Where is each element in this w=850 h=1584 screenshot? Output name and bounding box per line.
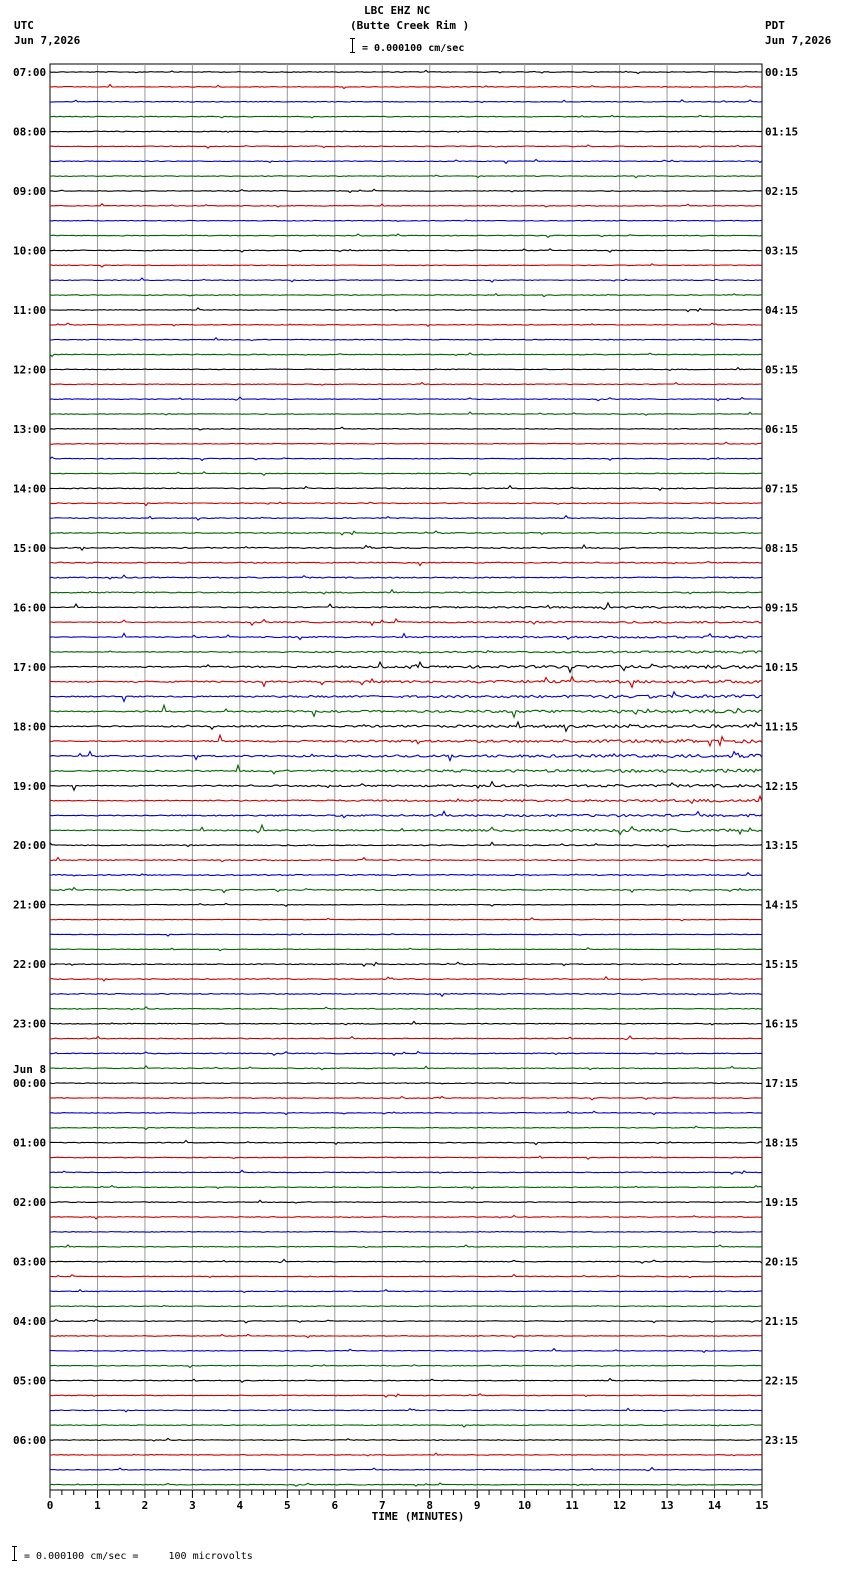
seismic-trace — [50, 962, 762, 966]
left-hour-label: 05:00 — [13, 1374, 47, 1388]
seismic-trace — [50, 1021, 762, 1024]
left-hour-label: 04:00 — [13, 1315, 47, 1329]
left-hour-label: 08:00 — [13, 125, 47, 139]
x-tick-label: 10 — [518, 1499, 532, 1512]
trace-group — [50, 70, 762, 1486]
seismic-trace — [50, 234, 762, 237]
right-hour-label: 08:15 — [765, 541, 799, 555]
right-hour-label: 11:15 — [765, 720, 799, 734]
seismic-trace — [50, 825, 762, 835]
seismic-trace — [50, 873, 762, 876]
left-hour-label: 06:00 — [13, 1434, 47, 1448]
seismic-trace — [50, 516, 762, 521]
seismic-trace — [50, 427, 762, 430]
x-tick-label: 5 — [284, 1499, 291, 1512]
seismic-trace — [50, 383, 762, 386]
x-tick-label: 6 — [331, 1499, 339, 1512]
right-hour-label: 12:15 — [765, 779, 799, 793]
seismic-trace — [50, 189, 762, 192]
x-tick-label: 0 — [46, 1499, 54, 1512]
seismic-trace — [50, 294, 762, 297]
seismic-trace — [50, 1468, 762, 1471]
footer-scale-bar-icon — [14, 1546, 15, 1560]
left-hour-label: 22:00 — [13, 958, 47, 972]
seismic-trace — [50, 131, 762, 132]
right-hour-label: 17:15 — [765, 1077, 799, 1091]
seismic-trace — [50, 397, 762, 401]
seismic-trace — [50, 782, 762, 791]
seismic-trace — [50, 1083, 762, 1084]
x-tick-label: 7 — [378, 1499, 386, 1512]
seismic-trace — [50, 472, 762, 476]
right-hour-label: 05:15 — [765, 363, 799, 377]
left-hour-label: 14:00 — [13, 482, 47, 496]
seismic-trace — [50, 115, 762, 118]
seismic-trace — [50, 562, 762, 566]
seismic-trace — [50, 692, 762, 702]
seismic-trace — [50, 751, 762, 760]
seismic-trace — [50, 308, 762, 312]
x-tick-label: 9 — [473, 1499, 481, 1512]
seismic-trace — [50, 948, 762, 951]
x-tick-label: 14 — [707, 1499, 722, 1512]
right-timezone: PDT — [765, 19, 785, 32]
left-hour-label: 12:00 — [13, 363, 47, 377]
scale-label: = 0.000100 cm/sec — [362, 43, 465, 54]
x-tick-label: 15 — [755, 1499, 769, 1512]
seismic-trace — [50, 1424, 762, 1427]
left-timezone: UTC — [14, 19, 34, 32]
seismic-trace — [50, 977, 762, 981]
footer-scale-cap-bottom — [12, 1560, 17, 1561]
seismic-trace — [50, 1052, 762, 1056]
time-axis — [47, 1490, 769, 1512]
seismic-trace — [50, 934, 762, 936]
seismic-trace — [50, 1097, 762, 1100]
right-hour-label: 20:15 — [765, 1255, 799, 1269]
seismic-trace — [50, 1438, 762, 1441]
left-hour-label: 10:00 — [13, 244, 47, 258]
seismic-trace — [50, 160, 762, 164]
seismic-trace — [50, 619, 762, 625]
seismic-trace — [50, 1215, 762, 1219]
seismic-trace — [50, 811, 762, 817]
seismic-trace — [50, 1349, 762, 1353]
seismic-trace — [50, 1231, 762, 1233]
seismic-trace — [50, 1365, 762, 1368]
seismic-trace — [50, 1306, 762, 1307]
seismic-trace — [50, 765, 762, 774]
footer-scale-label: = 0.000100 cm/sec = 100 microvolts — [24, 1551, 253, 1562]
left-hour-label: 11:00 — [13, 303, 47, 317]
seismic-trace — [50, 1408, 762, 1411]
seismic-trace — [50, 531, 762, 535]
right-hour-label: 06:15 — [765, 422, 799, 436]
right-hour-label: 23:15 — [765, 1434, 799, 1448]
seismic-trace — [50, 323, 762, 326]
seismic-trace — [50, 590, 762, 594]
left-hour-label: 20:00 — [13, 839, 47, 853]
x-tick-label: 3 — [189, 1499, 196, 1512]
right-hour-label: 00:15 — [765, 66, 799, 79]
seismic-trace — [50, 1245, 762, 1248]
x-tick-label: 4 — [236, 1499, 244, 1512]
right-hour-label: 21:15 — [765, 1315, 799, 1329]
seismic-trace — [50, 1290, 762, 1293]
left-hour-label: 07:00 — [13, 66, 47, 79]
right-hour-label: 01:15 — [765, 125, 799, 139]
left-hour-label: 17:00 — [13, 660, 47, 674]
seismic-trace — [50, 1453, 762, 1456]
right-hour-label: 02:15 — [765, 184, 799, 198]
seismic-trace — [50, 575, 762, 579]
seismic-trace — [50, 633, 762, 639]
seismic-trace — [50, 1394, 762, 1397]
seismic-trace — [50, 1007, 762, 1010]
x-tick-label: 13 — [660, 1499, 674, 1512]
station-title: LBC EHZ NC — [364, 4, 431, 17]
seismic-trace — [50, 903, 762, 906]
left-hour-label: 01:00 — [13, 1136, 47, 1150]
x-tick-label: 12 — [612, 1499, 627, 1512]
right-hour-label: 07:15 — [765, 482, 799, 496]
seismic-trace — [50, 457, 762, 460]
left-hour-label: 09:00 — [13, 184, 47, 198]
seismic-trace — [50, 70, 762, 73]
seismic-trace — [50, 993, 762, 996]
right-hour-label: 14:15 — [765, 898, 799, 912]
right-hour-label: 15:15 — [765, 958, 799, 972]
date-change-label: Jun 8 — [13, 1063, 47, 1077]
right-hour-label: 16:15 — [765, 1017, 799, 1031]
seismic-trace — [50, 338, 762, 341]
seismic-trace — [50, 204, 762, 207]
seismic-trace — [50, 1275, 762, 1278]
left-hour-label: 02:00 — [13, 1196, 47, 1210]
seismic-trace — [50, 1066, 762, 1070]
left-hour-label: 16:00 — [13, 601, 47, 615]
seismic-trace — [50, 651, 762, 654]
seismic-trace — [50, 1259, 762, 1263]
seismic-trace — [50, 100, 762, 103]
left-date: Jun 7,2026 — [14, 34, 81, 47]
seismic-trace — [50, 1483, 762, 1486]
seismic-trace — [50, 705, 762, 717]
left-hour-label: 23:00 — [13, 1017, 47, 1031]
left-hour-label: 19:00 — [13, 779, 47, 793]
seismic-trace — [50, 858, 762, 862]
seismic-trace — [50, 603, 762, 610]
right-date: Jun 7,2026 — [765, 34, 832, 47]
seismic-trace — [50, 842, 762, 847]
seismic-trace — [50, 442, 762, 444]
seismic-trace — [50, 353, 762, 357]
seismic-trace — [50, 796, 762, 803]
x-tick-label: 2 — [141, 1499, 149, 1512]
x-axis-label: TIME (MINUTES) — [371, 1510, 465, 1523]
seismic-trace — [50, 1320, 762, 1323]
seismic-trace — [50, 677, 762, 688]
x-tick-label: 8 — [426, 1499, 434, 1512]
seismic-trace — [50, 368, 762, 371]
seismic-trace — [50, 1140, 762, 1144]
right-hour-label: 09:15 — [765, 601, 799, 615]
seismic-trace — [50, 412, 762, 415]
seismic-trace — [50, 735, 762, 746]
seismic-trace — [50, 85, 762, 89]
seismic-trace — [50, 1126, 762, 1129]
seismic-trace — [50, 220, 762, 221]
seismic-trace — [50, 175, 762, 178]
x-tick-label: 11 — [565, 1499, 579, 1512]
right-hour-label: 18:15 — [765, 1136, 799, 1150]
left-hour-label: 13:00 — [13, 422, 47, 436]
seismic-trace — [50, 662, 762, 672]
seismic-trace — [50, 264, 762, 267]
right-hour-label: 04:15 — [765, 303, 799, 317]
left-hour-label: 03:00 — [13, 1255, 47, 1269]
seismic-trace — [50, 1111, 762, 1114]
seismic-trace — [50, 278, 762, 282]
seismic-trace — [50, 722, 762, 731]
left-hour-label: 15:00 — [13, 541, 47, 555]
left-hour-label: 21:00 — [13, 898, 47, 912]
seismic-trace — [50, 249, 762, 252]
seismic-trace — [50, 1186, 762, 1189]
seismic-trace — [50, 888, 762, 893]
seismic-trace — [50, 918, 762, 921]
seismic-trace — [50, 1170, 762, 1174]
seismic-trace — [50, 1200, 762, 1203]
x-tick-label: 1 — [94, 1499, 101, 1512]
station-location: (Butte Creek Rim ) — [350, 19, 470, 32]
right-hour-label: 19:15 — [765, 1196, 799, 1210]
seismic-trace — [50, 502, 762, 505]
seismic-trace — [50, 1379, 762, 1383]
left-hour-label: 18:00 — [13, 720, 47, 734]
left-hour-label: 00:00 — [13, 1077, 47, 1091]
right-hour-label: 03:15 — [765, 244, 799, 258]
right-hour-label: 22:15 — [765, 1374, 799, 1388]
seismic-trace — [50, 1156, 762, 1159]
seismic-trace — [50, 545, 762, 550]
seismic-trace — [50, 1036, 762, 1040]
right-hour-label: 10:15 — [765, 660, 799, 674]
seismic-trace — [50, 486, 762, 491]
seismic-trace — [50, 145, 762, 148]
footer-scale-cap-top — [12, 1546, 17, 1547]
right-hour-label: 13:15 — [765, 839, 799, 853]
seismic-trace — [50, 1334, 762, 1337]
